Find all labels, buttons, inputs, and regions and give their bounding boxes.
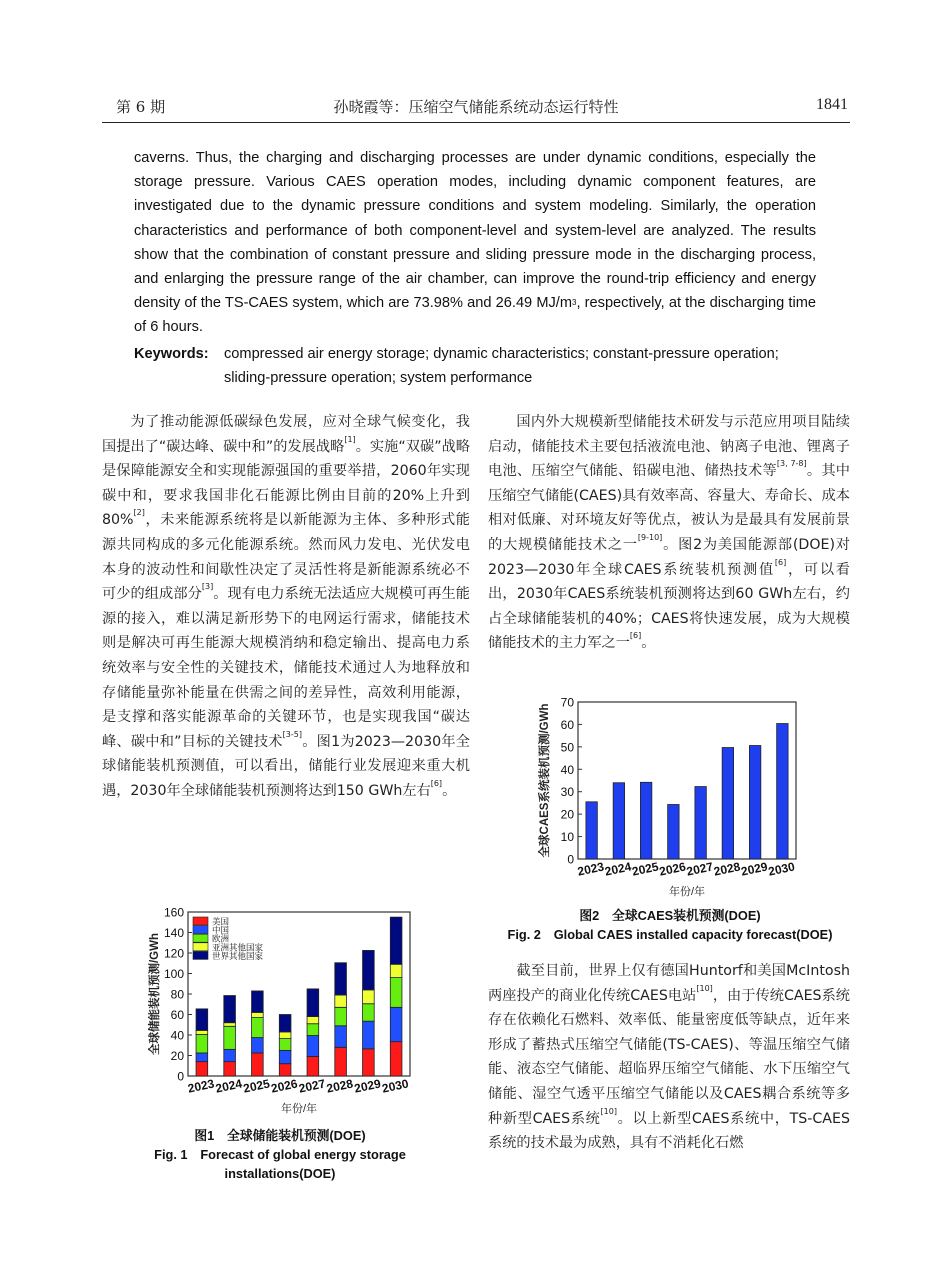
bar-segment — [363, 990, 375, 1004]
legend-label: 欧洲 — [212, 933, 230, 944]
bar-segment — [390, 917, 402, 964]
y-axis-label: 全球CAES系统装机预测/GWh — [539, 703, 551, 858]
bar-segment — [252, 1053, 264, 1076]
running-title: 孙晓霞等：压缩空气储能系统动态运行特性 — [333, 98, 619, 116]
citation[interactable]: [9-10] — [637, 532, 663, 542]
x-tick-label: 2028 — [325, 1076, 355, 1096]
citation[interactable]: [10] — [600, 1106, 617, 1116]
y-tick-label: 140 — [163, 926, 184, 940]
x-tick-label: 2028 — [712, 859, 742, 879]
legend-label: 美国 — [212, 916, 230, 927]
bar-segment — [363, 1049, 375, 1076]
bar — [749, 746, 760, 859]
y-axis-label: 全球储能装机预测/GWh — [149, 932, 161, 1056]
bar — [695, 787, 706, 859]
y-tick-label: 0 — [177, 1069, 184, 1084]
legend-swatch — [193, 943, 208, 951]
bar-segment — [307, 1057, 319, 1076]
caption-en-line2: installations(DOE) — [224, 1166, 336, 1181]
legend-swatch — [193, 917, 208, 925]
fig2-svg — [530, 690, 800, 902]
bar-segment — [279, 1039, 291, 1051]
bar-segment — [224, 1023, 236, 1027]
x-tick-label: 2025 — [630, 859, 660, 879]
bar-segment — [224, 1026, 236, 1049]
bar-segment — [196, 1009, 208, 1031]
bar-segment — [307, 989, 319, 1017]
y-tick-label: 60 — [170, 1008, 184, 1022]
bar-segment — [307, 1017, 319, 1024]
y-tick-label: 30 — [560, 785, 574, 800]
y-tick-label: 100 — [163, 967, 184, 981]
bar-segment — [279, 1050, 291, 1063]
bar — [640, 782, 651, 859]
x-tick-label: 2024 — [214, 1076, 244, 1096]
bar-segment — [196, 1062, 208, 1076]
figure-2-caption — [485, 906, 855, 944]
x-tick-label: 2027 — [685, 859, 715, 879]
x-tick-label: 2027 — [297, 1076, 327, 1096]
y-tick-label: 20 — [170, 1049, 184, 1063]
x-tick-label: 2026 — [658, 859, 688, 879]
x-axis-label: 年份/年 — [668, 886, 706, 898]
y-tick-label: 20 — [560, 807, 574, 822]
bar — [613, 783, 624, 859]
bar-segment — [252, 1018, 264, 1038]
citation[interactable]: [3-5] — [282, 729, 302, 739]
legend-label: 中国 — [212, 925, 230, 936]
bar-segment — [307, 1024, 319, 1036]
legend-label: 世界其他国家 — [212, 950, 264, 961]
y-tick-label: 80 — [170, 987, 184, 1002]
bar-segment — [363, 1004, 375, 1021]
abstract-text-end: , respectively, at the discharging time of 6 hours. — [134, 295, 816, 336]
bar-segment — [279, 1015, 291, 1032]
bar-segment — [335, 995, 347, 1007]
bar-segment — [335, 963, 347, 995]
paragraph: 为了推动能源低碳绿色发展，应对全球气候变化，我国提出了“碳达峰、碳中和”的发展战略[1]。实施“双碳”战略是保障能源安全和实现能源强国的重要举措，2060年实现碳中和，要求我国非化石能源比例由目前的20%上升到80%[2]，未来能源系统将是以新能源为主体、多种形式能源共同构成的多元化能源系统。然而风力发电、光伏发电本身的波动性和间歇性决定了灵活性将是新能源系统必不可少的组成部分[3]。现有电力系统无法适应大规模可再生能源的接入，难以满足新形势下的电网运行需求，储能技术则是解决可再生能源大规模消纳和稳定输出、提高电力系统效率与安全性的关键技术，储能技术通过人为地释放和存储能量弥补能量在供需之间的差异性，高效利用能源，是支撑和落实能源革命的关键环节，也是实现我国“碳达峰、碳中和”目标的关键技术[3-5]。图1为2023—2030年全球储能装机预测值，可以看出，储能行业发展迎来重大机遇，2030年全球储能装机预测将达到150 GWh左右[6]。 — [102, 414, 470, 799]
caption-cn: 图2 全球CAES装机预测(DOE) — [579, 908, 761, 923]
y-tick-label: 70 — [560, 695, 574, 710]
body-right-column-top — [488, 410, 850, 656]
bar-segment — [335, 1026, 347, 1048]
bar-segment — [363, 1021, 375, 1049]
bar-segment — [224, 996, 236, 1023]
paragraph: 国内外大规模新型储能技术研发与示范应用项目陆续启动，储能技术主要包括液流电池、钠离子电池、锂离子电池、压缩空气储能、铅碳电池、储热技术等[3, 7-8]。其中压缩空气储能(CAES)具有效率高、容量大、寿命长、成本相对低廉、对环境友好等优点，被认为是最具有发展前景的大规模储能技术之一[9-10]。图2为美国能源部(DOE)对2023—2030年全球CAES系统装机预测值[6]，可以看出，2030年CAES系统装机预测将达到60 GWh左右，约占全球储能装机的40%；CAES将快速发展，成为大规模储能技术的主力军之一[6]。 — [488, 414, 850, 652]
bar-segment — [279, 1064, 291, 1076]
bar-segment — [279, 1032, 291, 1039]
bar-segment — [335, 1007, 347, 1025]
abstract-text: caverns. Thus, the charging and discharging processes are under dynamic conditions, especially the storage pressure. Various CAES operation modes, including dynamic component features, are investigated due to the dynamic pressure conditions and system modeling. Similarly, the operation characteristics and performance of both component-level and system-level are analyzed. The results show that the combination of constant pressure and sliding pressure mode in the discharging process, and enlarging the pressure range of the air chamber, can improve the round-trip efficiency and energy density of the TS-CAES system, which are 73.98% and 26.49 MJ/m — [134, 150, 816, 312]
keywords-text: compressed air energy storage; dynamic characteristics; constant-pressure operation; sliding-pressure operation; system performance — [224, 346, 779, 387]
legend-swatch — [193, 926, 208, 934]
body-right-column-bottom — [488, 959, 850, 1156]
y-tick-label: 10 — [560, 830, 574, 845]
page-number: 1841 — [816, 96, 848, 113]
legend-swatch — [193, 934, 208, 942]
bar-segment — [196, 1034, 208, 1052]
x-tick-label: 2025 — [242, 1076, 272, 1096]
bar — [668, 804, 679, 859]
figure-1-caption — [130, 1126, 430, 1183]
legend-label: 亚洲其他国家 — [212, 942, 264, 953]
x-tick-label: 2029 — [739, 859, 769, 879]
citation[interactable]: [6] — [629, 631, 642, 641]
citation[interactable]: [1] — [344, 434, 356, 444]
bar-segment — [252, 991, 264, 1013]
y-tick-label: 60 — [560, 717, 574, 732]
bar-segment — [390, 1042, 402, 1076]
bar-segment — [252, 1038, 264, 1053]
running-header — [102, 96, 850, 120]
y-tick-label: 0 — [567, 852, 574, 867]
citation[interactable]: [3, 7-8] — [776, 459, 807, 469]
bar — [586, 802, 597, 859]
x-tick-label: 2026 — [269, 1076, 299, 1096]
abstract-sup: 3 — [572, 298, 577, 308]
issue-label: 第 6 期 — [116, 98, 166, 116]
x-tick-label: 2030 — [380, 1076, 410, 1096]
y-tick-label: 40 — [170, 1028, 184, 1043]
bar-segment — [390, 964, 402, 977]
x-tick-label: 2023 — [186, 1076, 216, 1096]
figure-1-chart — [140, 902, 440, 1124]
bar-segment — [224, 1049, 236, 1061]
y-tick-label: 40 — [560, 762, 574, 777]
x-axis-label: 年份/年 — [280, 1103, 318, 1115]
bar-segment — [363, 950, 375, 989]
bar-segment — [390, 1007, 402, 1041]
abstract-en — [134, 146, 816, 340]
x-tick-label: 2024 — [603, 859, 633, 879]
figure-2-chart — [530, 690, 800, 902]
bar-segment — [224, 1062, 236, 1076]
bar — [777, 724, 788, 859]
fig1-svg — [140, 902, 440, 1124]
bar — [722, 748, 733, 859]
bar-segment — [390, 978, 402, 1008]
plot-frame — [578, 702, 796, 859]
keywords-label: Keywords: — [134, 346, 209, 362]
bar-segment — [196, 1030, 208, 1034]
y-tick-label: 120 — [163, 946, 184, 961]
bar-segment — [196, 1053, 208, 1062]
citation[interactable]: [6] — [430, 778, 443, 788]
y-tick-label: 160 — [163, 905, 184, 920]
bar-segment — [307, 1036, 319, 1057]
citation[interactable]: [10] — [696, 983, 713, 993]
y-tick-label: 50 — [560, 740, 574, 755]
paragraph: 截至目前，世界上仅有德国Huntorf和美国McIntosh两座投产的商业化传统CAES电站[10]，由于传统CAES系统存在依赖化石燃料、效率低、能量密度低等缺点，近年来形成了蓄热式压缩空气储能(TS-CAES)、等温压缩空气储能、液态空气储能、超临界压缩空气储能、水下压缩空气储能、湿空气透平压缩空气储能以及CAES耦合系统等多种新型CAES系统[10]。以上新型CAES系统中，TS-CAES系统的技术最为成熟，具有不消耗化石燃 — [488, 963, 850, 1152]
x-tick-label: 2023 — [576, 859, 606, 879]
header-rule — [102, 122, 850, 123]
body-left-column — [102, 410, 470, 804]
bar-segment — [252, 1012, 264, 1017]
bar-segment — [335, 1047, 347, 1076]
caption-cn: 图1 全球储能装机预测(DOE) — [194, 1128, 366, 1143]
caption-en: Fig. 2 Global CAES installed capacity forecast(DOE) — [507, 927, 833, 942]
citation[interactable]: [6] — [774, 557, 787, 567]
x-tick-label: 2030 — [767, 859, 797, 879]
citation[interactable]: [2] — [133, 508, 145, 518]
x-tick-label: 2029 — [353, 1076, 383, 1096]
legend-swatch — [193, 951, 208, 959]
citation[interactable]: [3] — [201, 582, 214, 592]
caption-en-line1: Fig. 1 Forecast of global energy storage — [154, 1147, 406, 1162]
